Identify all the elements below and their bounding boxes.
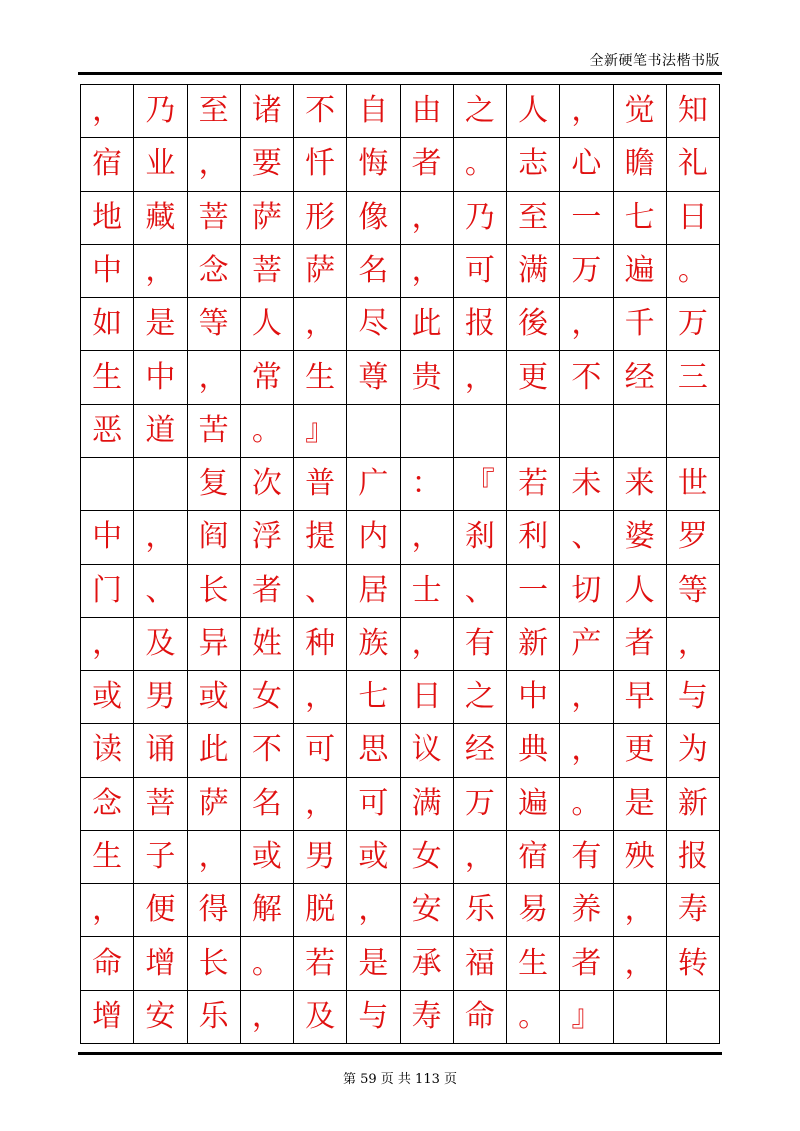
- grid-cell: 利: [507, 511, 560, 564]
- grid-cell: 生: [294, 351, 347, 404]
- grid-cell: 此: [401, 298, 454, 351]
- grid-cell: 新: [667, 778, 720, 831]
- grid-cell: 思: [347, 724, 400, 777]
- grid-cell: ，: [401, 192, 454, 245]
- grid-cell: ，: [134, 245, 187, 298]
- grid-cell: ，: [188, 351, 241, 404]
- grid-cell: ，: [560, 298, 613, 351]
- grid-cell: ，: [560, 724, 613, 777]
- grid-cell: 、: [560, 511, 613, 564]
- grid-cell: ，: [134, 511, 187, 564]
- grid-cell: 不: [241, 724, 294, 777]
- grid-cell: 礼: [667, 138, 720, 191]
- grid-cell: ，: [614, 884, 667, 937]
- grid-cell: 姓: [241, 618, 294, 671]
- grid-cell: 或: [81, 671, 134, 724]
- grid-cell: 志: [507, 138, 560, 191]
- grid-cell: 婆: [614, 511, 667, 564]
- grid-cell: 知: [667, 85, 720, 138]
- grid-cell: 来: [614, 458, 667, 511]
- grid-cell: [667, 991, 720, 1044]
- grid-cell: 此: [188, 724, 241, 777]
- grid-cell: 与: [667, 671, 720, 724]
- grid-cell: 产: [560, 618, 613, 671]
- grid-cell: 道: [134, 405, 187, 458]
- grid-cell: 是: [134, 298, 187, 351]
- grid-cell: 由: [401, 85, 454, 138]
- grid-cell: ，: [454, 351, 507, 404]
- grid-cell: 经: [454, 724, 507, 777]
- document-title: 全新硬笔书法楷书版: [589, 53, 720, 69]
- grid-cell: 增: [134, 937, 187, 990]
- grid-cell: 七: [347, 671, 400, 724]
- grid-cell: 更: [507, 351, 560, 404]
- grid-cell: 罗: [667, 511, 720, 564]
- grid-cell: 居: [347, 565, 400, 618]
- grid-cell: 及: [294, 991, 347, 1044]
- grid-cell: 诵: [134, 724, 187, 777]
- grid-cell: 之: [454, 671, 507, 724]
- grid-cell: 菩: [188, 192, 241, 245]
- grid-cell: 遍: [614, 245, 667, 298]
- grid-cell: 名: [347, 245, 400, 298]
- grid-cell: 萨: [294, 245, 347, 298]
- grid-cell: 、: [454, 565, 507, 618]
- grid-cell: 更: [614, 724, 667, 777]
- grid-cell: 人: [614, 565, 667, 618]
- grid-cell: 中: [134, 351, 187, 404]
- grid-cell: 寿: [401, 991, 454, 1044]
- grid-cell: 人: [241, 298, 294, 351]
- grid-cell: 乃: [134, 85, 187, 138]
- grid-cell: 有: [560, 831, 613, 884]
- grid-cell: 中: [507, 671, 560, 724]
- grid-cell: 或: [188, 671, 241, 724]
- grid-cell: ，: [560, 671, 613, 724]
- grid-cell: 切: [560, 565, 613, 618]
- grid-cell: 。: [454, 138, 507, 191]
- grid-cell: 世: [667, 458, 720, 511]
- grid-cell: ，: [241, 991, 294, 1044]
- grid-cell: 可: [454, 245, 507, 298]
- grid-cell: 可: [347, 778, 400, 831]
- grid-cell: 女: [401, 831, 454, 884]
- grid-cell: 福: [454, 937, 507, 990]
- grid-cell: 乐: [188, 991, 241, 1044]
- grid-cell: ，: [81, 884, 134, 937]
- grid-cell: 生: [81, 351, 134, 404]
- grid-cell: 若: [507, 458, 560, 511]
- grid-cell: 不: [294, 85, 347, 138]
- grid-cell: ，: [454, 831, 507, 884]
- grid-cell: 要: [241, 138, 294, 191]
- grid-cell: 觉: [614, 85, 667, 138]
- grid-cell: [81, 458, 134, 511]
- grid-cell: 若: [294, 937, 347, 990]
- grid-cell: 浮: [241, 511, 294, 564]
- grid-cell: 等: [667, 565, 720, 618]
- grid-cell: 业: [134, 138, 187, 191]
- grid-cell: 转: [667, 937, 720, 990]
- grid-cell: 异: [188, 618, 241, 671]
- grid-cell: 宿: [81, 138, 134, 191]
- grid-cell: 者: [241, 565, 294, 618]
- grid-cell: 等: [188, 298, 241, 351]
- grid-cell: 或: [347, 831, 400, 884]
- grid-cell: 长: [188, 565, 241, 618]
- grid-cell: 典: [507, 724, 560, 777]
- grid-cell: 为: [667, 724, 720, 777]
- grid-cell: 中: [81, 245, 134, 298]
- grid-cell: 便: [134, 884, 187, 937]
- grid-cell: 次: [241, 458, 294, 511]
- grid-cell: 万: [667, 298, 720, 351]
- grid-cell: 安: [134, 991, 187, 1044]
- grid-cell: 报: [454, 298, 507, 351]
- grid-cell: [454, 405, 507, 458]
- grid-cell: 刹: [454, 511, 507, 564]
- grid-cell: 族: [347, 618, 400, 671]
- grid-cell: 地: [81, 192, 134, 245]
- grid-cell: 千: [614, 298, 667, 351]
- grid-cell: ，: [560, 85, 613, 138]
- grid-cell: 自: [347, 85, 400, 138]
- grid-cell: 寿: [667, 884, 720, 937]
- grid-cell: 命: [81, 937, 134, 990]
- grid-cell: 是: [614, 778, 667, 831]
- grid-cell: 一: [560, 192, 613, 245]
- grid-cell: [507, 405, 560, 458]
- grid-cell: ，: [667, 618, 720, 671]
- grid-cell: 』: [294, 405, 347, 458]
- grid-cell: [401, 405, 454, 458]
- grid-cell: 门: [81, 565, 134, 618]
- grid-cell: 满: [507, 245, 560, 298]
- practice-grid: [80, 84, 720, 1044]
- grid-cell: 男: [134, 671, 187, 724]
- grid-cell: 形: [294, 192, 347, 245]
- grid-cell: 生: [81, 831, 134, 884]
- grid-cell: 提: [294, 511, 347, 564]
- grid-cell: 尊: [347, 351, 400, 404]
- grid-cell: 『: [454, 458, 507, 511]
- grid-cell: 生: [507, 937, 560, 990]
- grid-cell: 及: [134, 618, 187, 671]
- grid-cell: 。: [507, 991, 560, 1044]
- grid-cell: 、: [294, 565, 347, 618]
- grid-cell: 安: [401, 884, 454, 937]
- grid-cell: 。: [241, 937, 294, 990]
- grid-cell: 萨: [241, 192, 294, 245]
- top-rule: [78, 72, 722, 75]
- grid-cell: 未: [560, 458, 613, 511]
- grid-cell: 』: [560, 991, 613, 1044]
- grid-cell: 读: [81, 724, 134, 777]
- grid-cell: [134, 458, 187, 511]
- grid-cell: [560, 405, 613, 458]
- grid-cell: 可: [294, 724, 347, 777]
- grid-cell: 菩: [241, 245, 294, 298]
- grid-cell: ，: [81, 618, 134, 671]
- grid-cell: [614, 991, 667, 1044]
- grid-cell: 日: [401, 671, 454, 724]
- grid-cell: 普: [294, 458, 347, 511]
- grid-cell: 广: [347, 458, 400, 511]
- grid-cell: 七: [614, 192, 667, 245]
- grid-cell: 阎: [188, 511, 241, 564]
- grid-cell: [347, 405, 400, 458]
- grid-cell: 女: [241, 671, 294, 724]
- grid-cell: 念: [188, 245, 241, 298]
- grid-cell: 者: [560, 937, 613, 990]
- grid-cell: 早: [614, 671, 667, 724]
- grid-cell: 解: [241, 884, 294, 937]
- grid-cell: 中: [81, 511, 134, 564]
- grid-cell: 恶: [81, 405, 134, 458]
- grid-cell: 瞻: [614, 138, 667, 191]
- grid-cell: 忏: [294, 138, 347, 191]
- grid-cell: 养: [560, 884, 613, 937]
- grid-cell: [667, 405, 720, 458]
- grid-cell: 与: [347, 991, 400, 1044]
- grid-cell: 经: [614, 351, 667, 404]
- grid-cell: 长: [188, 937, 241, 990]
- grid-cell: 子: [134, 831, 187, 884]
- grid-cell: 殃: [614, 831, 667, 884]
- grid-cell: 一: [507, 565, 560, 618]
- grid-cell: ，: [188, 831, 241, 884]
- grid-cell: 易: [507, 884, 560, 937]
- grid-cell: 至: [188, 85, 241, 138]
- grid-cell: 尽: [347, 298, 400, 351]
- grid-cell: 满: [401, 778, 454, 831]
- grid-cell: ，: [401, 511, 454, 564]
- grid-cell: 报: [667, 831, 720, 884]
- grid-cell: ，: [401, 618, 454, 671]
- grid-cell: 遍: [507, 778, 560, 831]
- grid-cell: 内: [347, 511, 400, 564]
- grid-cell: ，: [294, 778, 347, 831]
- grid-cell: 常: [241, 351, 294, 404]
- grid-cell: 得: [188, 884, 241, 937]
- grid-cell: 乃: [454, 192, 507, 245]
- grid-cell: 像: [347, 192, 400, 245]
- grid-cell: 宿: [507, 831, 560, 884]
- page-number: 第 59 页 共 113 页: [342, 1072, 458, 1087]
- grid-cell: 至: [507, 192, 560, 245]
- grid-cell: 不: [560, 351, 613, 404]
- grid-cell: ：: [401, 458, 454, 511]
- grid-cell: 议: [401, 724, 454, 777]
- grid-cell: 。: [667, 245, 720, 298]
- grid-cell: 。: [560, 778, 613, 831]
- grid-cell: 万: [454, 778, 507, 831]
- grid-cell: 乐: [454, 884, 507, 937]
- grid-cell: 脱: [294, 884, 347, 937]
- grid-cell: ，: [188, 138, 241, 191]
- grid-cell: 萨: [188, 778, 241, 831]
- grid-cell: 後: [507, 298, 560, 351]
- grid-cell: 男: [294, 831, 347, 884]
- grid-cell: 增: [81, 991, 134, 1044]
- grid-cell: 苦: [188, 405, 241, 458]
- grid-cell: 种: [294, 618, 347, 671]
- bottom-rule: [78, 1052, 722, 1055]
- grid-cell: 名: [241, 778, 294, 831]
- grid-cell: 士: [401, 565, 454, 618]
- grid-cell: 复: [188, 458, 241, 511]
- grid-cell: 悔: [347, 138, 400, 191]
- grid-cell: 日: [667, 192, 720, 245]
- grid-cell: 。: [241, 405, 294, 458]
- grid-cell: ，: [401, 245, 454, 298]
- grid-cell: 有: [454, 618, 507, 671]
- grid-cell: [614, 405, 667, 458]
- grid-cell: 藏: [134, 192, 187, 245]
- grid-cell: ，: [347, 884, 400, 937]
- grid-cell: 三: [667, 351, 720, 404]
- grid-cell: ，: [294, 671, 347, 724]
- grid-cell: 命: [454, 991, 507, 1044]
- grid-cell: 贵: [401, 351, 454, 404]
- grid-cell: 心: [560, 138, 613, 191]
- grid-cell: 者: [401, 138, 454, 191]
- grid-cell: 是: [347, 937, 400, 990]
- grid-cell: 新: [507, 618, 560, 671]
- grid-cell: 、: [134, 565, 187, 618]
- grid-cell: 万: [560, 245, 613, 298]
- grid-cell: 念: [81, 778, 134, 831]
- grid-cell: ，: [294, 298, 347, 351]
- grid-cell: ，: [614, 937, 667, 990]
- grid-cell: 人: [507, 85, 560, 138]
- grid-cell: 者: [614, 618, 667, 671]
- grid-cell: 或: [241, 831, 294, 884]
- grid-cell: 承: [401, 937, 454, 990]
- grid-cell: ，: [81, 85, 134, 138]
- grid-cell: 诸: [241, 85, 294, 138]
- grid-cell: 之: [454, 85, 507, 138]
- grid-cell: 菩: [134, 778, 187, 831]
- grid-cell: 如: [81, 298, 134, 351]
